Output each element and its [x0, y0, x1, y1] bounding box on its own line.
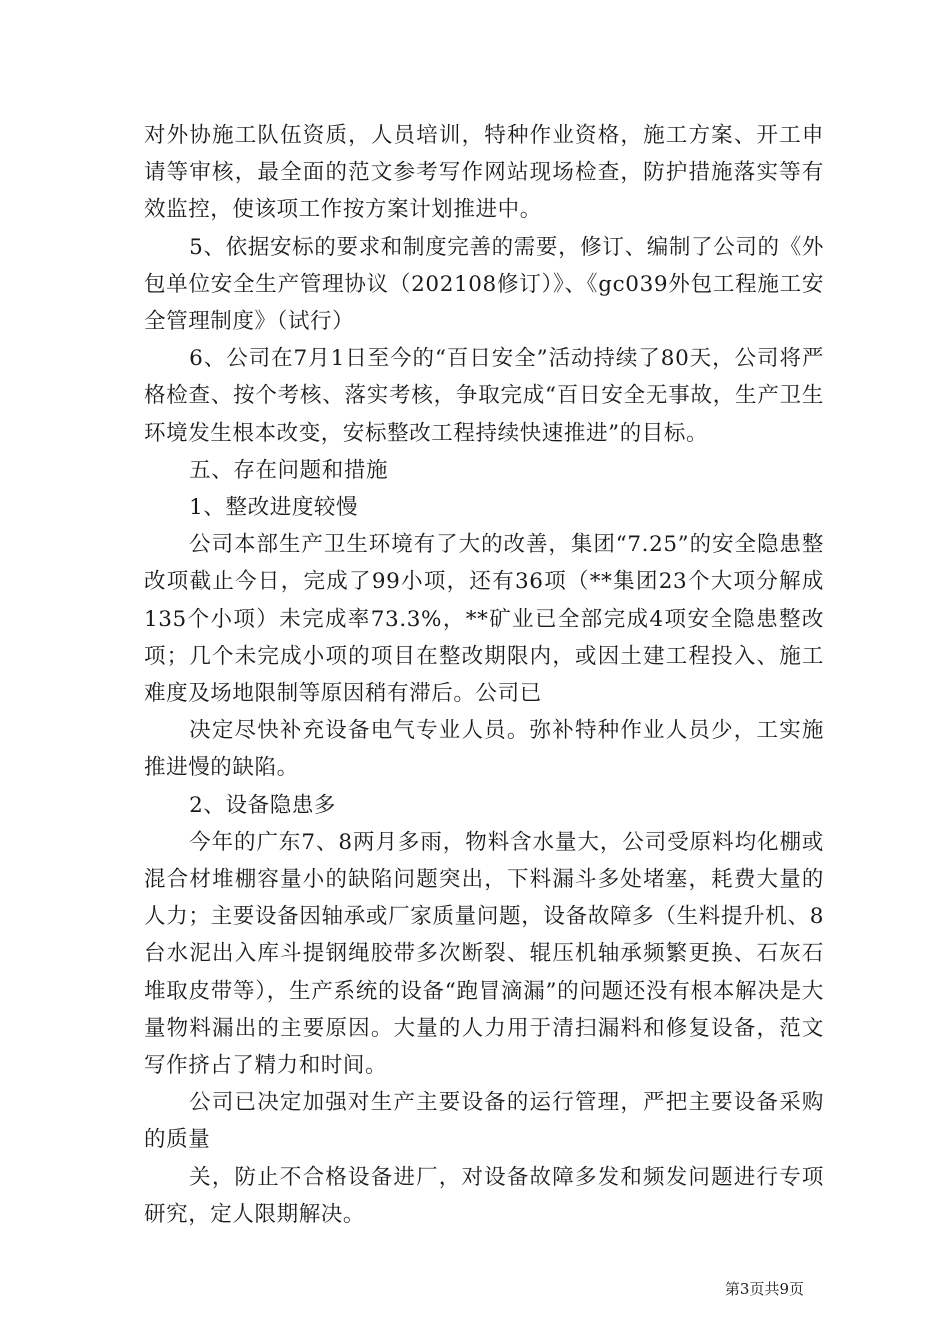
paragraph: 5、依据安标的要求和制度完善的需要，修订、编制了公司的《外包单位安全生产管理协议（202108修订）》、《gc039外包工程施工安全管理制度》（试行） — [144, 234, 824, 335]
document-body — [144, 117, 824, 1233]
subsection-heading: 2、设备隐患多 — [189, 792, 337, 818]
section-heading: 五、存在问题和措施 — [189, 457, 389, 483]
paragraph: 关，防止不合格设备进厂，对设备故障多发和频发问题进行专项研究，定人限期解决。 — [144, 1164, 824, 1227]
subsection-heading: 1、整改进度较慢 — [189, 495, 359, 521]
paragraph: 公司本部生产卫生环境有了大的改善，集团“7.25”的安全隐患整改项截止今日，完成了99小项，还有36项（**集团23个大项分解成135个小项）未完成率73.3%，**矿业已全部完成4项安全隐患整改项；几个未完成小项的项目在整改期限内，或因土建工程投入、施工难度及场地限制等原因稍有滞后。公司已 — [144, 532, 824, 707]
paragraph: 公司已决定加强对生产主要设备的运行管理，严把主要设备采购的质量 — [144, 1090, 824, 1153]
paragraph: 对外协施工队伍资质，人员培训，特种作业资格，施工方案、开工申请等审核，最全面的范文参考写作网站现场检查，防护措施落实等有效监控，使该项工作按方案计划推进中。 — [144, 123, 824, 223]
page-number: 第3页共9页 — [724, 1280, 804, 1298]
paragraph: 决定尽快补充设备电气专业人员。弥补特种作业人员少，工实施推进慢的缺陷。 — [144, 718, 824, 781]
paragraph: 6、公司在7月1日至今的“百日安全”活动持续了80天，公司将严格检查、按个考核、落实考核，争取完成“百日安全无事故，生产卫生环境发生根本改变，安标整改工程持续快速推进”的目标。 — [144, 346, 824, 446]
paragraph: 今年的广东7、8两月多雨，物料含水量大，公司受原料均化棚或混合材堆棚容量小的缺陷问题突出，下料漏斗多处堵塞，耗费大量的人力；主要设备因轴承或厂家质量问题，设备故障多（生料提升机、8台水泥出入库斗提钢绳胶带多次断裂、辊压机轴承频繁更换、石灰石堆取皮带等），生产系统的设备“跑冒滴漏”的问题还没有根本解决是大量物料漏出的主要原因。大量的人力用于清扫漏料和修复设备，范文写作挤占了精力和时间。 — [144, 829, 824, 1079]
